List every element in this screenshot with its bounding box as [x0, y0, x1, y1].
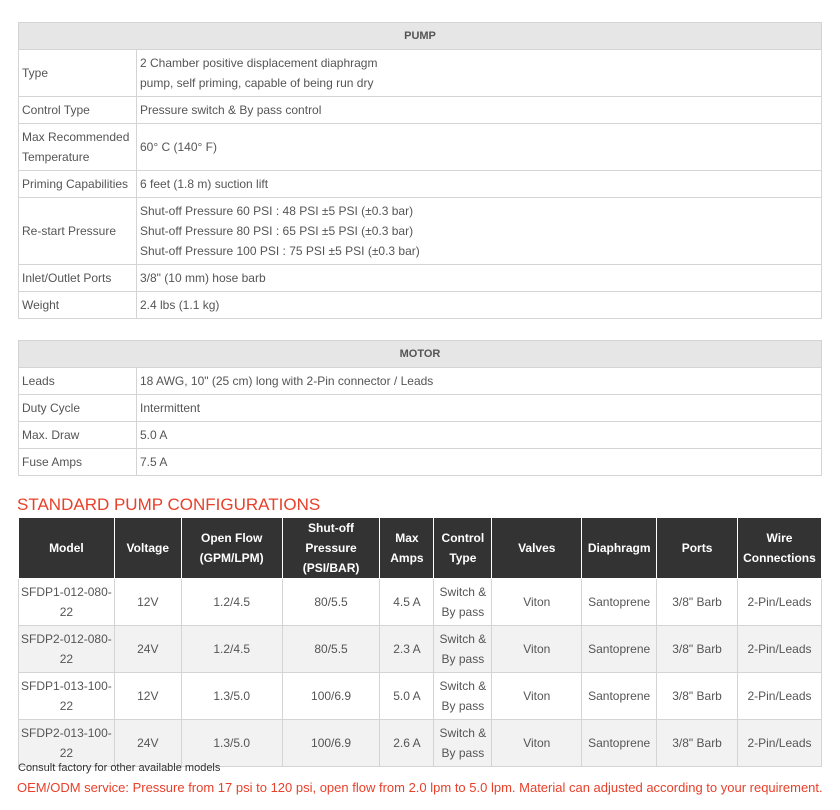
spec-value-line: 2.4 lbs (1.1 kg) — [140, 298, 220, 312]
pump-spec-row — [19, 97, 822, 124]
table-row — [19, 579, 822, 626]
table-cell: 24V — [114, 626, 181, 673]
pump-spec-row — [19, 292, 822, 319]
spec-value-line: 2 Chamber positive displacement diaphragm — [140, 56, 378, 70]
pump-spec-row — [19, 124, 822, 171]
table-cell: Santoprene — [582, 720, 657, 767]
table-cell: 2.6 A — [380, 720, 434, 767]
spec-label: Weight — [19, 292, 137, 319]
table-cell: Switch & By pass — [434, 579, 492, 626]
spec-value-line: 5.0 A — [140, 428, 168, 442]
table-cell: Switch & By pass — [434, 673, 492, 720]
table-cell: Santoprene — [582, 626, 657, 673]
column-header: Valves — [492, 518, 582, 579]
table-cell: 4.5 A — [380, 579, 434, 626]
spec-value-line: 60° C (140° F) — [140, 140, 217, 154]
table-cell: Viton — [492, 720, 582, 767]
motor-spec-row — [19, 422, 822, 449]
spec-label: Max Recommended Temperature — [19, 124, 137, 171]
column-header: Ports — [657, 518, 738, 579]
spec-label: Max. Draw — [19, 422, 137, 449]
motor-spec-row — [19, 449, 822, 476]
spec-value-line: Shut-off Pressure 60 PSI : 48 PSI ±5 PSI (±0.3 bar) — [140, 204, 414, 218]
pump-spec-body — [19, 50, 822, 319]
table-cell: SFDP1-012-080-22 — [19, 579, 115, 626]
spec-label: Priming Capabilities — [19, 171, 137, 198]
spec-label: Re-start Pressure — [19, 198, 137, 265]
column-header: Model — [19, 518, 115, 579]
table-cell: 1.3/5.0 — [181, 673, 282, 720]
motor-spec-body — [19, 368, 822, 476]
table-cell: 2-Pin/Leads — [737, 579, 821, 626]
table-cell: 1.2/4.5 — [181, 579, 282, 626]
column-header: Max Amps — [380, 518, 434, 579]
table-cell: 80/5.5 — [282, 579, 380, 626]
column-header: Diaphragm — [582, 518, 657, 579]
table-cell: 12V — [114, 579, 181, 626]
configurations-body — [19, 579, 822, 767]
configurations-title: STANDARD PUMP CONFIGURATIONS — [17, 495, 321, 514]
column-header: Open Flow (GPM/LPM) — [181, 518, 282, 579]
pump-spec-row — [19, 50, 822, 97]
table-cell: Viton — [492, 673, 582, 720]
column-header: Control Type — [434, 518, 492, 579]
spec-label: Duty Cycle — [19, 395, 137, 422]
motor-header: MOTOR — [19, 341, 822, 368]
consult-note: Consult factory for other available models — [18, 762, 221, 774]
motor-spec-table — [18, 340, 822, 476]
spec-value — [137, 292, 822, 319]
column-header: Wire Connections — [737, 518, 821, 579]
pump-spec-row — [19, 265, 822, 292]
spec-value — [137, 124, 822, 171]
spec-value-line: Shut-off Pressure 80 PSI : 65 PSI ±5 PSI (±0.3 bar) — [140, 224, 414, 238]
table-row — [19, 720, 822, 767]
pump-spec-row — [19, 171, 822, 198]
table-cell: 5.0 A — [380, 673, 434, 720]
table-cell: 100/6.9 — [282, 673, 380, 720]
spec-value-line: Pressure switch & By pass control — [140, 103, 322, 117]
table-cell: 2.3 A — [380, 626, 434, 673]
spec-value-line: pump, self priming, capable of being run dry — [140, 76, 374, 90]
table-cell: 80/5.5 — [282, 626, 380, 673]
spec-value-line: 18 AWG, 10" (25 cm) long with 2-Pin connector / Leads — [140, 374, 434, 388]
spec-value — [137, 368, 822, 395]
spec-value — [137, 449, 822, 476]
table-cell: 3/8" Barb — [657, 673, 738, 720]
spec-value-line: 6 feet (1.8 m) suction lift — [140, 177, 269, 191]
table-cell: 3/8" Barb — [657, 579, 738, 626]
spec-label: Leads — [19, 368, 137, 395]
pump-spec-row — [19, 198, 822, 265]
table-cell: 1.2/4.5 — [181, 626, 282, 673]
motor-spec-row — [19, 395, 822, 422]
spec-value — [137, 50, 822, 97]
spec-value-line: Shut-off Pressure 100 PSI : 75 PSI ±5 PSI (±0.3 bar) — [140, 244, 420, 258]
spec-label: Control Type — [19, 97, 137, 124]
oem-service-note: OEM/ODM service: Pressure from 17 psi to 120 psi, open flow from 2.0 lpm to 5.0 lpm. Material can adjusted according to your requirement. — [17, 780, 823, 795]
pump-header: PUMP — [19, 23, 822, 50]
table-cell: SFDP2-013-100-22 — [19, 720, 115, 767]
table-cell: SFDP2-012-080-22 — [19, 626, 115, 673]
table-cell: Switch & By pass — [434, 720, 492, 767]
table-cell: 3/8" Barb — [657, 626, 738, 673]
column-header: Shut-off Pressure (PSI/BAR) — [282, 518, 380, 579]
column-header: Voltage — [114, 518, 181, 579]
table-cell: Santoprene — [582, 579, 657, 626]
table-cell: 1.3/5.0 — [181, 720, 282, 767]
spec-value-line: Intermittent — [140, 401, 201, 415]
table-cell: 100/6.9 — [282, 720, 380, 767]
table-row — [19, 626, 822, 673]
table-row — [19, 673, 822, 720]
spec-value-line: 3/8" (10 mm) hose barb — [140, 271, 266, 285]
spec-value — [137, 265, 822, 292]
pump-spec-table — [18, 22, 822, 319]
spec-label: Fuse Amps — [19, 449, 137, 476]
configurations-table — [18, 517, 822, 767]
spec-value — [137, 97, 822, 124]
spec-value — [137, 198, 822, 265]
spec-value — [137, 171, 822, 198]
table-cell: Viton — [492, 626, 582, 673]
table-cell: SFDP1-013-100-22 — [19, 673, 115, 720]
table-cell: 2-Pin/Leads — [737, 720, 821, 767]
table-cell: 2-Pin/Leads — [737, 626, 821, 673]
configurations-header-row — [19, 518, 822, 579]
table-cell: Switch & By pass — [434, 626, 492, 673]
table-cell: 3/8" Barb — [657, 720, 738, 767]
spec-value — [137, 422, 822, 449]
spec-value-line: 7.5 A — [140, 455, 168, 469]
spec-label: Type — [19, 50, 137, 97]
table-cell: 24V — [114, 720, 181, 767]
spec-label: Inlet/Outlet Ports — [19, 265, 137, 292]
motor-spec-row — [19, 368, 822, 395]
table-cell: Santoprene — [582, 673, 657, 720]
table-cell: Viton — [492, 579, 582, 626]
table-cell: 12V — [114, 673, 181, 720]
spec-value — [137, 395, 822, 422]
table-cell: 2-Pin/Leads — [737, 673, 821, 720]
